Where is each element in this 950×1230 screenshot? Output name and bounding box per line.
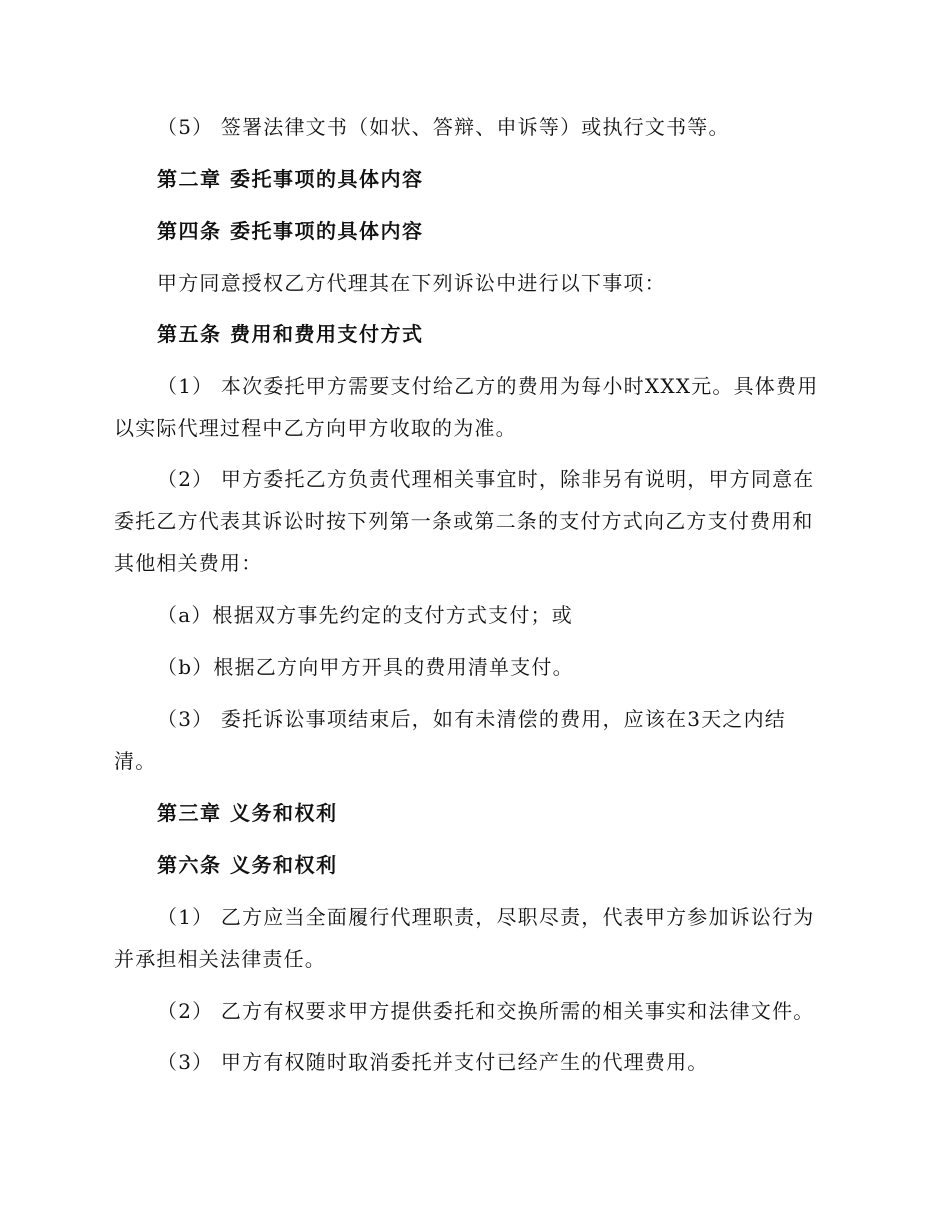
- payment-option-a: （a）根据双方事先约定的支付方式支付；或: [157, 603, 573, 627]
- chapter-3-heading: 第三章 义务和权利: [157, 801, 338, 825]
- article-4-heading: 第四条 委托事项的具体内容: [157, 219, 424, 243]
- fee-clause-3-line-1: （3） 委托诉讼事项结束后，如有未清偿的费用，应该在3天之内结: [157, 707, 787, 731]
- clause-5-signing-documents: （5） 签署法律文书（如状、答辩、申诉等）或执行文书等。: [157, 115, 730, 139]
- duty-clause-1-line-1: （1） 乙方应当全面履行代理职责，尽职尽责，代表甲方参加诉讼行为: [157, 905, 815, 929]
- fee-clause-2-line-1: （2） 甲方委托乙方负责代理相关事宜时，除非另有说明，甲方同意在: [157, 467, 815, 491]
- duty-clause-2: （2） 乙方有权要求甲方提供委托和交换所需的相关事实和法律文件。: [157, 999, 815, 1023]
- fee-clause-1-line-2: 以实际代理过程中乙方向甲方收取的为准。: [114, 416, 517, 440]
- fee-clause-2-line-2: 委托乙方代表其诉讼时按下列第一条或第二条的支付方式向乙方支付费用和: [114, 509, 814, 533]
- chapter-2-heading: 第二章 委托事项的具体内容: [157, 167, 424, 191]
- article-6-heading: 第六条 义务和权利: [157, 853, 338, 877]
- payment-option-b: （b）根据乙方向甲方开具的费用清单支付。: [157, 655, 574, 679]
- duty-clause-1-line-2: 并承担相关法律责任。: [114, 947, 326, 971]
- fee-clause-2-line-3: 其他相关费用：: [114, 551, 263, 575]
- duty-clause-3: （3） 甲方有权随时取消委托并支付已经产生的代理费用。: [157, 1050, 709, 1074]
- fee-clause-1-line-1: （1） 本次委托甲方需要支付给乙方的费用为每小时XXX元。具体费用: [157, 374, 819, 398]
- article-4-intro: 甲方同意授权乙方代理其在下列诉讼中进行以下事项：: [157, 271, 666, 295]
- article-5-heading: 第五条 费用和费用支付方式: [157, 322, 424, 346]
- fee-clause-3-line-2: 清。: [114, 749, 157, 773]
